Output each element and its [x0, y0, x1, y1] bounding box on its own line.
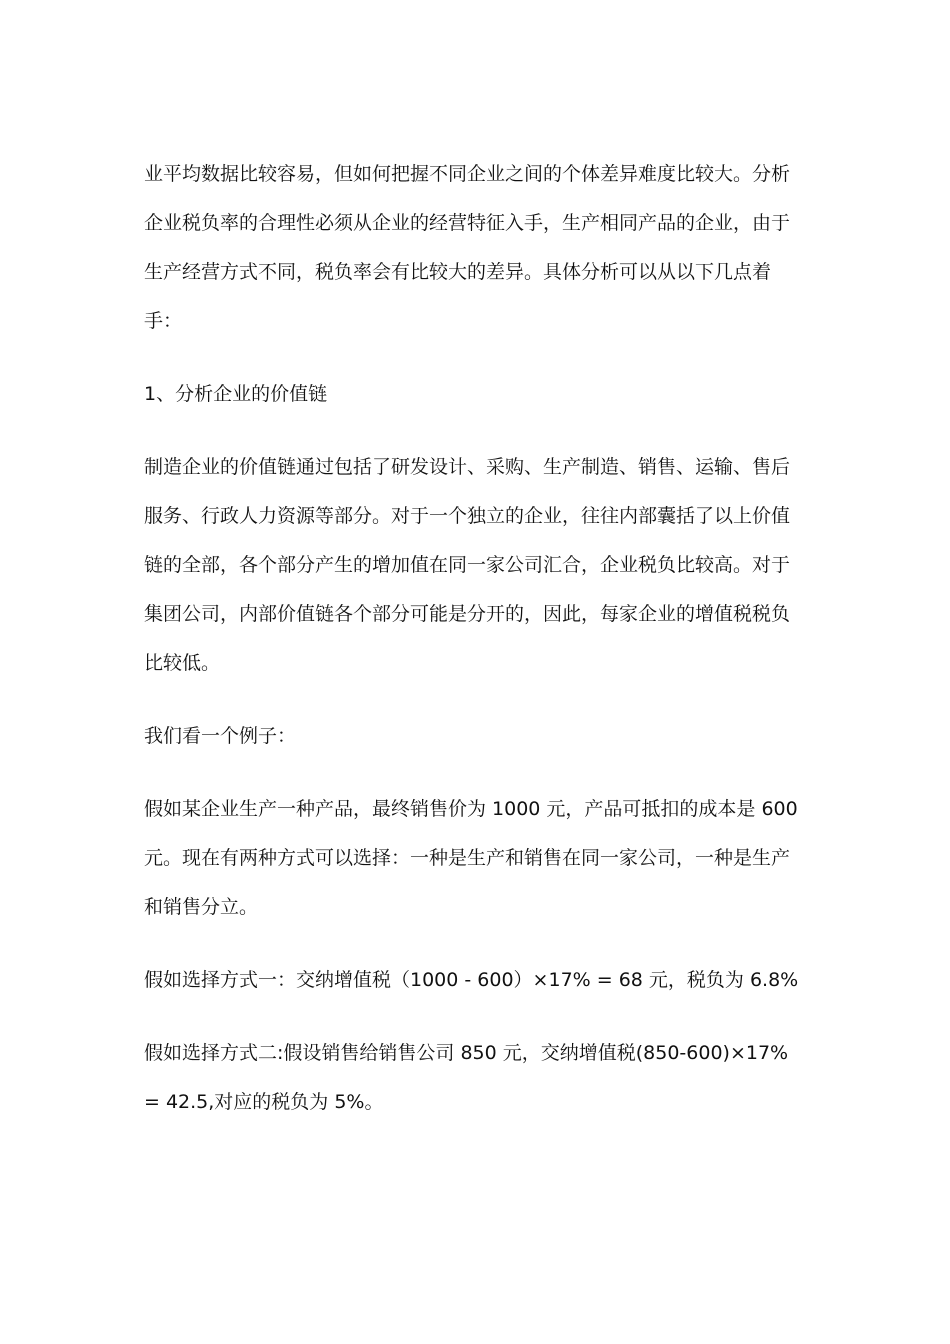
paragraph-spacer: [144, 761, 800, 785]
paragraph-example-intro: 我们看一个例子：: [144, 725, 297, 747]
paragraph-spacer: [144, 688, 800, 712]
paragraph-option-two: 假如选择方式二:假设销售给销售公司 850 元，交纳增值税(850-600)×17% = 42.5,对应的税负为 5%。: [144, 1042, 789, 1113]
section-heading-value-chain: 1、分析企业的价值链: [144, 383, 328, 405]
paragraph-spacer: [144, 932, 800, 956]
paragraph-spacer: [144, 346, 800, 370]
document-body: [144, 150, 800, 1127]
paragraph-option-one: 假如选择方式一：交纳增值税（1000 - 600）×17% = 68 元，税负为 6.8%: [144, 969, 799, 991]
paragraph-spacer: [144, 1005, 800, 1029]
paragraph-example-setup: 假如某企业生产一种产品，最终销售价为 1000 元，产品可抵扣的成本是 600 元。现在有两种方式可以选择：一种是生产和销售在同一家公司，一种是生产和销售分立。: [144, 798, 798, 918]
paragraph-intro: 业平均数据比较容易，但如何把握不同企业之间的个体差异难度比较大。分析企业税负率的合理性必须从企业的经营特征入手，生产相同产品的企业，由于生产经营方式不同，税负率会有比较大的差异。具体分析可以从以下几点着手：: [144, 163, 791, 332]
paragraph-value-chain: 制造企业的价值链通过包括了研发设计、采购、生产制造、销售、运输、售后服务、行政人力资源等部分。对于一个独立的企业，往往内部囊括了以上价值链的全部，各个部分产生的增加值在同一家公司汇合，企业税负比较高。对于集团公司，内部价值链各个部分可能是分开的，因此，每家企业的增值税税负比较低。: [144, 456, 791, 674]
paragraph-spacer: [144, 419, 800, 443]
